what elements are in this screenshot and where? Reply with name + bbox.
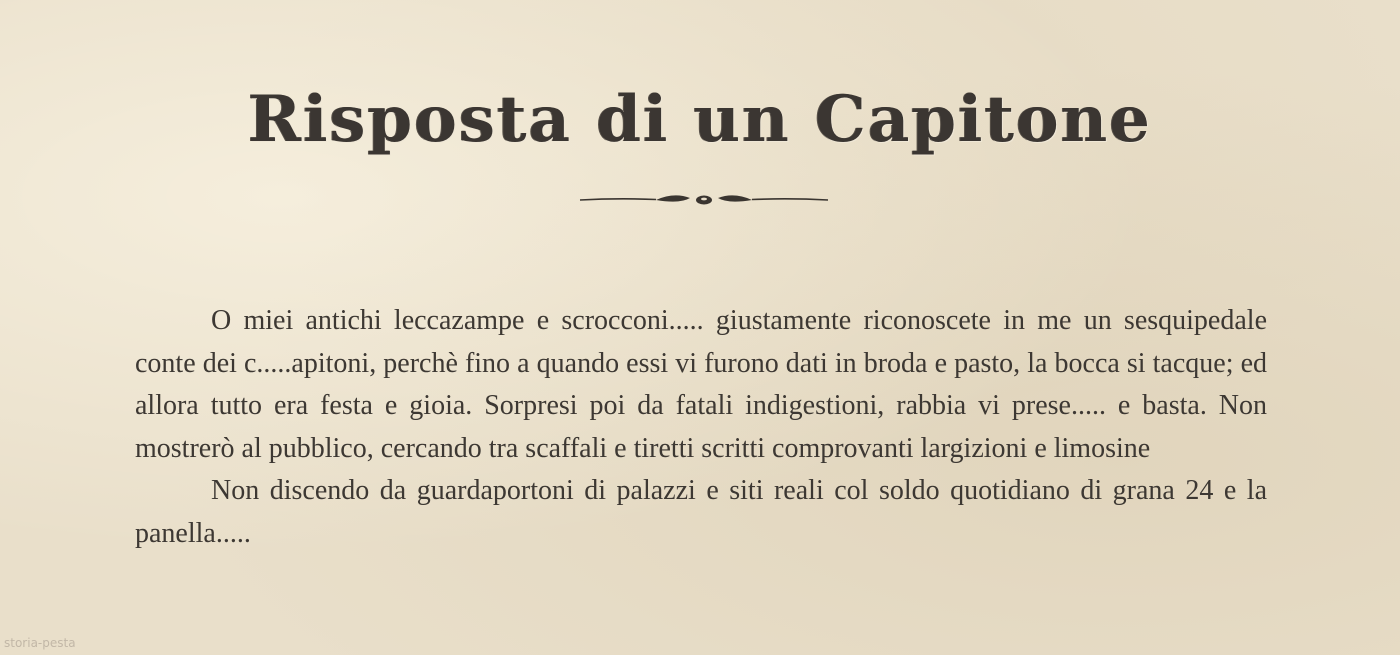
watermark: storia-pesta [4, 636, 76, 650]
ornament-divider [578, 188, 830, 212]
paragraph-2: Non discendo da guardaportoni di palazzi e siti reali col soldo quotidiano di grana 24 e la panella..... [135, 475, 1267, 549]
document-title: Risposta di un Capitone [248, 82, 1152, 157]
paragraph-1: O miei antichi leccazampe e scrocconi..... giustamente riconoscete in me un sesquipedale conte dei c.....apitoni, perchè fino a quando essi vi furono dati in broda e pasto, la bocca si tacque; ed allora tutto era festa e gioia. Sorpresi poi da fatali indigestioni, rabbia vi prese..... e basta. Non mostrerò al pubblico, cercando tra scaffali e tiretti scritti comprovanti largizioni e limosine [135, 305, 1267, 464]
body-text [135, 300, 1267, 555]
